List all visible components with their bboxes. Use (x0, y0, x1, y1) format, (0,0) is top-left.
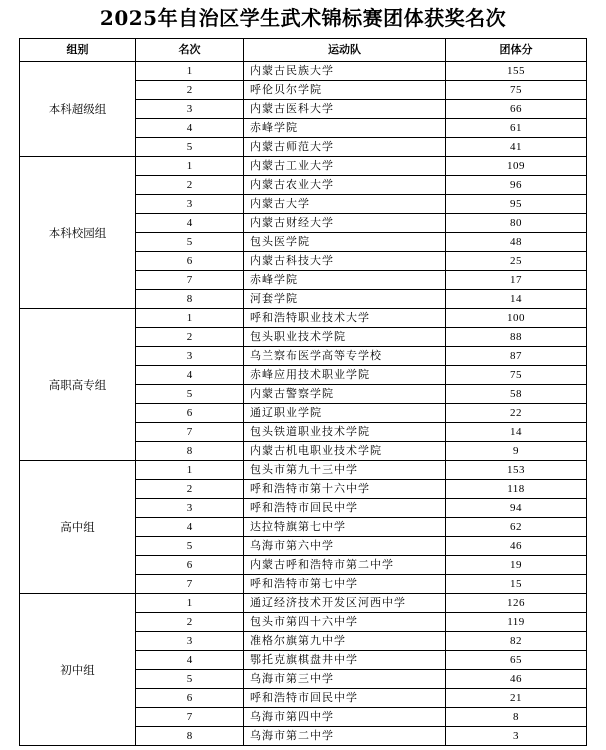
table-row (20, 309, 587, 328)
rank-cell: 7 (136, 271, 244, 290)
score-cell: 61 (446, 119, 587, 138)
score-cell: 94 (446, 499, 587, 518)
group-name-cell: 高中组 (20, 461, 136, 594)
score-cell: 153 (446, 461, 587, 480)
rank-cell: 2 (136, 176, 244, 195)
team-cell: 内蒙古财经大学 (244, 214, 446, 233)
rank-cell: 2 (136, 613, 244, 632)
score-cell: 14 (446, 423, 587, 442)
rank-cell: 7 (136, 423, 244, 442)
team-cell: 包头铁道职业技术学院 (244, 423, 446, 442)
group-name-cell: 本科校园组 (20, 157, 136, 309)
rank-cell: 7 (136, 575, 244, 594)
team-cell: 内蒙古呼和浩特市第二中学 (244, 556, 446, 575)
score-cell: 87 (446, 347, 587, 366)
header-team: 运动队 (244, 39, 446, 62)
team-cell: 呼和浩特市回民中学 (244, 689, 446, 708)
score-cell: 8 (446, 708, 587, 727)
score-cell: 126 (446, 594, 587, 613)
rank-cell: 5 (136, 537, 244, 556)
score-cell: 118 (446, 480, 587, 499)
team-cell: 通辽经济技术开发区河西中学 (244, 594, 446, 613)
team-cell: 赤峰学院 (244, 119, 446, 138)
rank-cell: 3 (136, 632, 244, 651)
team-cell: 内蒙古警察学院 (244, 385, 446, 404)
score-cell: 82 (446, 632, 587, 651)
score-cell: 75 (446, 81, 587, 100)
team-cell: 呼和浩特市第七中学 (244, 575, 446, 594)
table-row (20, 461, 587, 480)
rank-cell: 5 (136, 385, 244, 404)
score-cell: 14 (446, 290, 587, 309)
team-cell: 乌海市第四中学 (244, 708, 446, 727)
rank-cell: 2 (136, 328, 244, 347)
results-table (19, 38, 587, 746)
score-cell: 65 (446, 651, 587, 670)
rank-cell: 2 (136, 480, 244, 499)
table-row (20, 157, 587, 176)
score-cell: 155 (446, 62, 587, 81)
rank-cell: 1 (136, 62, 244, 81)
team-cell: 内蒙古大学 (244, 195, 446, 214)
team-cell: 内蒙古医科大学 (244, 100, 446, 119)
page-title: 2025年自治区学生武术锦标赛团体获奖名次 (99, 6, 507, 30)
team-cell: 内蒙古民族大学 (244, 62, 446, 81)
score-cell: 96 (446, 176, 587, 195)
score-cell: 88 (446, 328, 587, 347)
rank-cell: 6 (136, 404, 244, 423)
rank-cell: 3 (136, 499, 244, 518)
rank-cell: 1 (136, 309, 244, 328)
rank-cell: 8 (136, 442, 244, 461)
team-cell: 内蒙古机电职业技术学院 (244, 442, 446, 461)
team-cell: 乌海市第二中学 (244, 727, 446, 746)
rank-cell: 2 (136, 81, 244, 100)
team-cell: 内蒙古工业大学 (244, 157, 446, 176)
team-cell: 内蒙古农业大学 (244, 176, 446, 195)
team-cell: 乌海市第六中学 (244, 537, 446, 556)
team-cell: 乌兰察布医学高等专学校 (244, 347, 446, 366)
rank-cell: 4 (136, 214, 244, 233)
team-cell: 准格尔旗第九中学 (244, 632, 446, 651)
score-cell: 75 (446, 366, 587, 385)
rank-cell: 6 (136, 689, 244, 708)
team-cell: 赤峰应用技术职业学院 (244, 366, 446, 385)
score-cell: 46 (446, 670, 587, 689)
team-cell: 包头市第四十六中学 (244, 613, 446, 632)
team-cell: 呼伦贝尔学院 (244, 81, 446, 100)
group-name-cell: 高职高专组 (20, 309, 136, 461)
team-cell: 内蒙古师范大学 (244, 138, 446, 157)
team-cell: 内蒙古科技大学 (244, 252, 446, 271)
team-cell: 鄂托克旗棋盘井中学 (244, 651, 446, 670)
score-cell: 80 (446, 214, 587, 233)
score-cell: 119 (446, 613, 587, 632)
score-cell: 46 (446, 537, 587, 556)
table-row (20, 62, 587, 81)
rank-cell: 5 (136, 138, 244, 157)
score-cell: 21 (446, 689, 587, 708)
rank-cell: 6 (136, 556, 244, 575)
rank-cell: 1 (136, 461, 244, 480)
score-cell: 22 (446, 404, 587, 423)
team-cell: 达拉特旗第七中学 (244, 518, 446, 537)
rank-cell: 4 (136, 366, 244, 385)
group-name-cell: 初中组 (20, 594, 136, 746)
team-cell: 赤峰学院 (244, 271, 446, 290)
team-cell: 包头市第九十三中学 (244, 461, 446, 480)
table-body (20, 62, 587, 746)
rank-cell: 4 (136, 651, 244, 670)
team-cell: 通辽职业学院 (244, 404, 446, 423)
score-cell: 62 (446, 518, 587, 537)
team-cell: 呼和浩特职业技术大学 (244, 309, 446, 328)
score-cell: 25 (446, 252, 587, 271)
rank-cell: 8 (136, 727, 244, 746)
score-cell: 66 (446, 100, 587, 119)
score-cell: 3 (446, 727, 587, 746)
team-cell: 河套学院 (244, 290, 446, 309)
header-rank: 名次 (136, 39, 244, 62)
score-cell: 48 (446, 233, 587, 252)
rank-cell: 5 (136, 233, 244, 252)
rank-cell: 1 (136, 157, 244, 176)
rank-cell: 3 (136, 100, 244, 119)
header-score: 团体分 (446, 39, 587, 62)
rank-cell: 4 (136, 518, 244, 537)
rank-cell: 1 (136, 594, 244, 613)
score-cell: 41 (446, 138, 587, 157)
team-cell: 包头医学院 (244, 233, 446, 252)
rank-cell: 4 (136, 119, 244, 138)
team-cell: 呼和浩特市回民中学 (244, 499, 446, 518)
rank-cell: 7 (136, 708, 244, 727)
rank-cell: 3 (136, 347, 244, 366)
team-cell: 呼和浩特市第十六中学 (244, 480, 446, 499)
team-cell: 乌海市第三中学 (244, 670, 446, 689)
score-cell: 19 (446, 556, 587, 575)
score-cell: 109 (446, 157, 587, 176)
score-cell: 9 (446, 442, 587, 461)
team-cell: 包头职业技术学院 (244, 328, 446, 347)
score-cell: 15 (446, 575, 587, 594)
score-cell: 58 (446, 385, 587, 404)
rank-cell: 6 (136, 252, 244, 271)
table-header-row (20, 39, 587, 62)
table-row (20, 594, 587, 613)
rank-cell: 3 (136, 195, 244, 214)
group-name-cell: 本科超级组 (20, 62, 136, 157)
rank-cell: 5 (136, 670, 244, 689)
score-cell: 95 (446, 195, 587, 214)
header-group: 组别 (20, 39, 136, 62)
score-cell: 17 (446, 271, 587, 290)
score-cell: 100 (446, 309, 587, 328)
rank-cell: 8 (136, 290, 244, 309)
